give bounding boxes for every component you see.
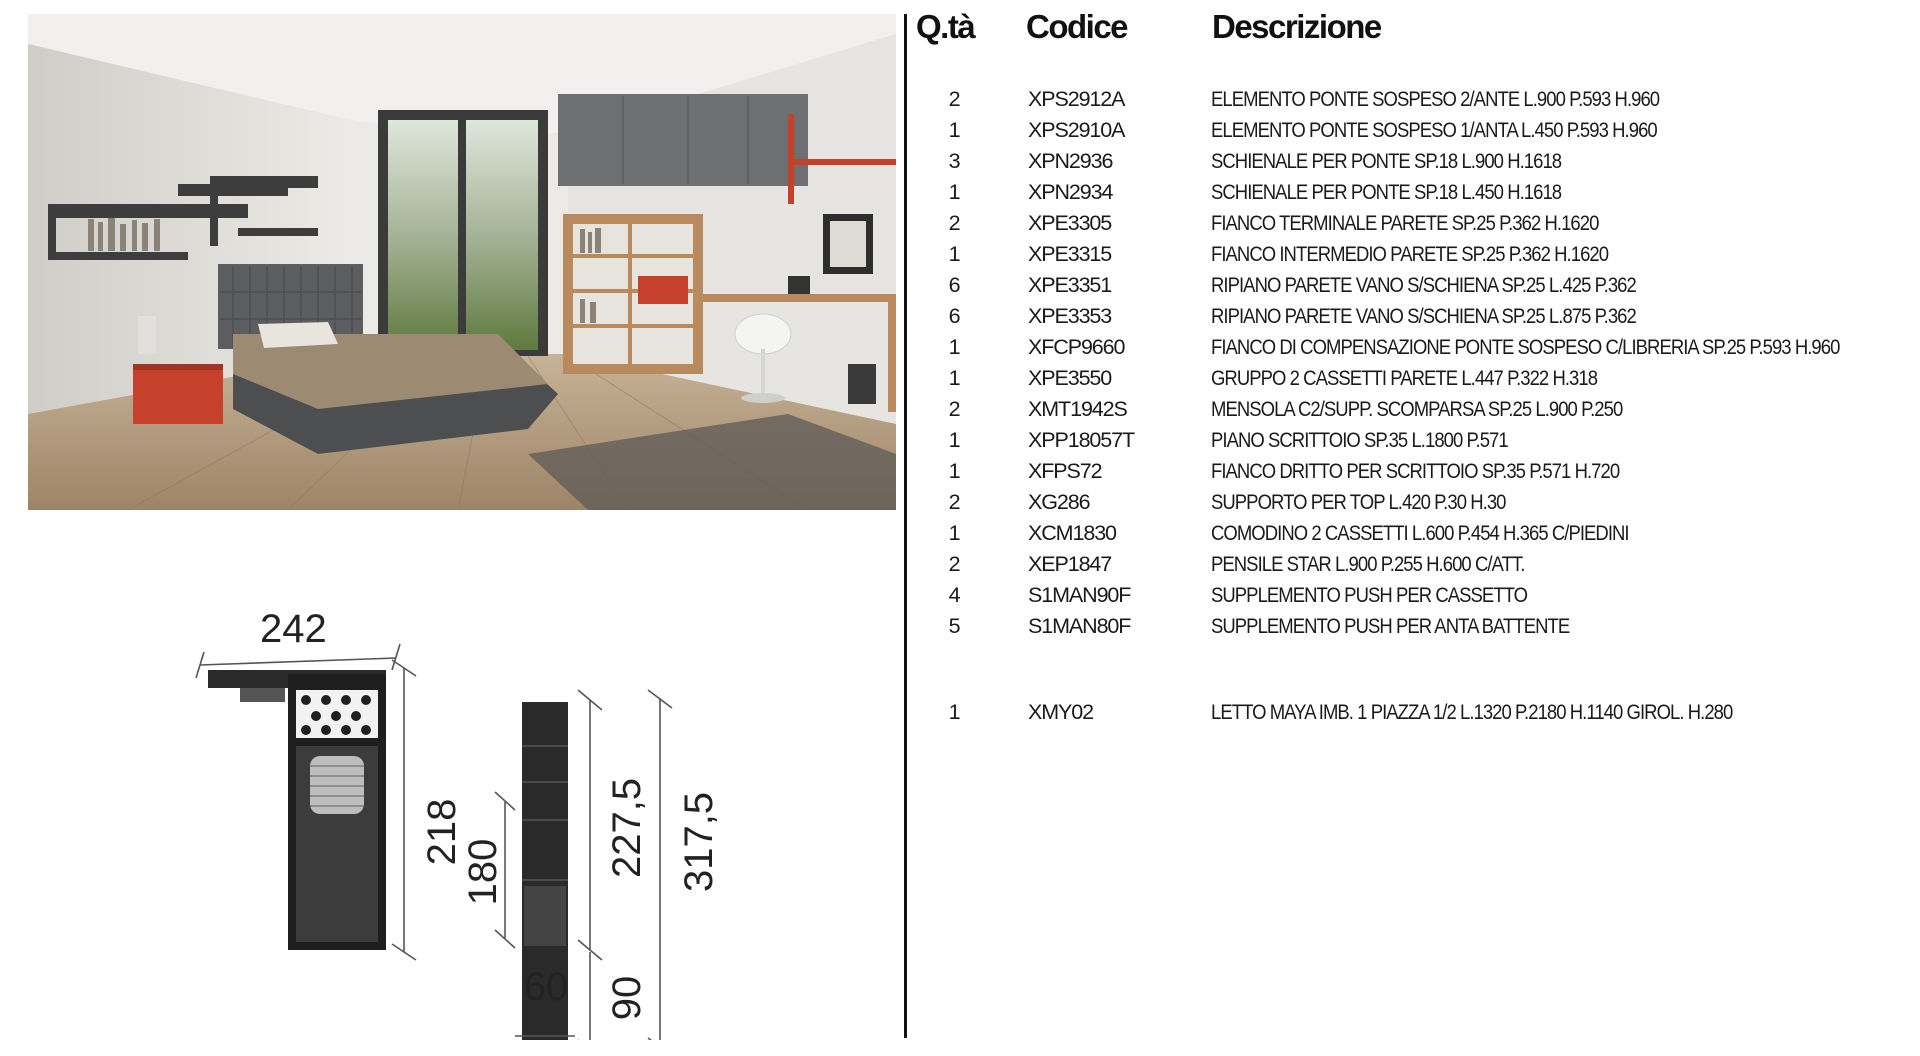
row-qty: 1 (948, 459, 960, 483)
row-code: XPN2936 (1028, 149, 1113, 173)
row-description: FIANCO INTERMEDIO PARETE SP.25 P.362 H.1620 (1211, 242, 1609, 266)
row-code: XFPS72 (1028, 459, 1102, 483)
row-description: GRUPPO 2 CASSETTI PARETE L.447 P.322 H.318 (1211, 366, 1598, 390)
row-qty: 6 (948, 273, 960, 297)
row-code: XPN2934 (1028, 180, 1113, 204)
row-qty: 1 (948, 366, 960, 390)
row-code: S1MAN90F (1028, 583, 1131, 607)
dim-width-top: 242 (260, 607, 327, 651)
row-description: MENSOLA C2/SUPP. SCOMPARSA SP.25 L.900 P.250 (1211, 397, 1623, 421)
row-description: COMODINO 2 CASSETTI L.600 P.454 H.365 C/PIEDINI (1211, 521, 1629, 545)
row-qty: 2 (948, 211, 960, 235)
row-description: RIPIANO PARETE VANO S/SCHIENA SP.25 L.875 P.362 (1211, 304, 1636, 328)
row-qty: 1 (948, 521, 960, 545)
row-description: FIANCO DI COMPENSAZIONE PONTE SOSPESO C/LIBRERIA SP.25 P.593 H.960 (1211, 335, 1840, 359)
dim-bed-foot: 90 (605, 975, 649, 1021)
row-qty: 4 (948, 583, 960, 607)
row-code: XPE3315 (1028, 242, 1112, 266)
row-description: SUPPLEMENTO PUSH PER CASSETTO (1211, 583, 1528, 607)
row-code: XPE3353 (1028, 304, 1112, 328)
table-row (0, 239, 1920, 270)
row-code: XPE3550 (1028, 366, 1112, 390)
dim-length-inner: 227,5 (605, 777, 649, 879)
row-code: XEP1847 (1028, 552, 1112, 576)
row-qty: 2 (948, 552, 960, 576)
row-qty: 1 (948, 335, 960, 359)
row-qty: 1 (948, 242, 960, 266)
dim-length-total: 317,5 (677, 791, 721, 893)
table-row (0, 697, 1920, 728)
row-description: PENSILE STAR L.900 P.255 H.600 C/ATT. (1211, 552, 1525, 576)
row-code: XFCP9660 (1028, 335, 1125, 359)
row-qty: 1 (948, 118, 960, 142)
table-row (0, 487, 1920, 518)
dim-depth-corner: 218 (420, 798, 464, 866)
row-qty: 6 (948, 304, 960, 328)
header-description: Descrizione (1212, 8, 1381, 45)
row-code: XMT1942S (1028, 397, 1127, 421)
header-quantity: Q.tà (916, 8, 975, 45)
row-qty: 5 (948, 614, 960, 638)
table-row (0, 177, 1920, 208)
row-qty: 2 (948, 397, 960, 421)
row-qty: 1 (948, 180, 960, 204)
row-description: ELEMENTO PONTE SOSPESO 1/ANTA L.450 P.593 H.960 (1211, 118, 1657, 142)
table-row (0, 363, 1920, 394)
row-qty: 3 (948, 149, 960, 173)
row-description: SUPPLEMENTO PUSH PER ANTA BATTENTE (1211, 614, 1570, 638)
row-description: FIANCO DRITTO PER SCRITTOIO SP.35 P.571 H.720 (1211, 459, 1620, 483)
table-row (0, 270, 1920, 301)
table-row (0, 518, 1920, 549)
row-code: XPS2910A (1028, 118, 1125, 142)
row-code: XPS2912A (1028, 87, 1125, 111)
row-code: XPE3305 (1028, 211, 1112, 235)
row-qty: 2 (948, 87, 960, 111)
row-qty: 2 (948, 490, 960, 514)
row-code: S1MAN80F (1028, 614, 1131, 638)
row-code: XCM1830 (1028, 521, 1116, 545)
table-row (0, 456, 1920, 487)
row-description: PIANO SCRITTOIO SP.35 L.1800 P.571 (1211, 428, 1508, 452)
table-row (0, 84, 1920, 115)
table-row (0, 611, 1920, 642)
row-description: SUPPORTO PER TOP L.420 P.30 H.30 (1211, 490, 1506, 514)
table-row (0, 394, 1920, 425)
table-row (0, 580, 1920, 611)
table-row (0, 115, 1920, 146)
table-row (0, 301, 1920, 332)
table-row (0, 425, 1920, 456)
table-row (0, 332, 1920, 363)
row-qty: 1 (948, 428, 960, 452)
row-code: XG286 (1028, 490, 1090, 514)
row-description: SCHIENALE PER PONTE SP.18 L.900 H.1618 (1211, 149, 1562, 173)
row-description: LETTO MAYA IMB. 1 PIAZZA 1/2 L.1320 P.2180 H.1140 GIROL. H.280 (1211, 700, 1733, 724)
row-code: XPP18057T (1028, 428, 1135, 452)
row-qty: 1 (948, 700, 960, 724)
table-row (0, 549, 1920, 580)
row-description: SCHIENALE PER PONTE SP.18 L.450 H.1618 (1211, 180, 1562, 204)
table-row (0, 208, 1920, 239)
dim-bed-width: 60 (523, 965, 569, 1009)
header-code: Codice (1026, 8, 1128, 45)
row-description: ELEMENTO PONTE SOSPESO 2/ANTE L.900 P.593 H.960 (1211, 87, 1660, 111)
row-description: RIPIANO PARETE VANO S/SCHIENA SP.25 L.425 P.362 (1211, 273, 1636, 297)
dim-bed-length: 180 (461, 838, 505, 906)
row-description: FIANCO TERMINALE PARETE SP.25 P.362 H.1620 (1211, 211, 1599, 235)
row-code: XMY02 (1028, 700, 1094, 724)
table-row (0, 146, 1920, 177)
row-code: XPE3351 (1028, 273, 1112, 297)
